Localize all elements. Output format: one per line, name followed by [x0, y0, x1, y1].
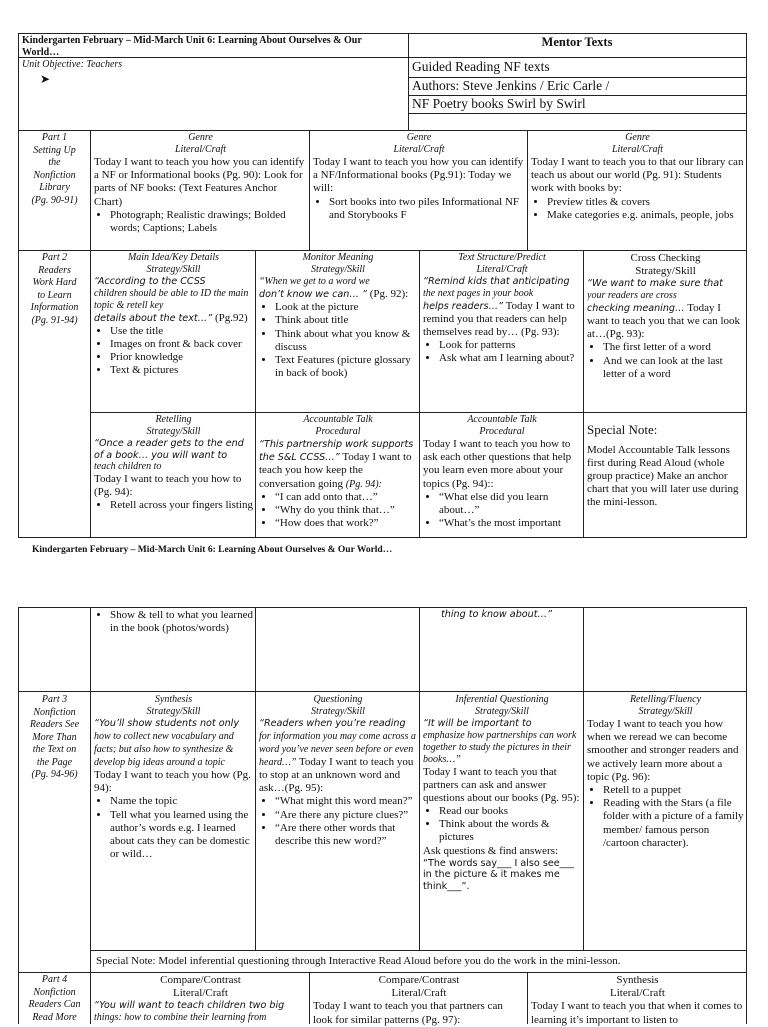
- list-item: • Ask what am I learning about?: [439, 352, 581, 365]
- list-item: • Text & pictures: [110, 364, 253, 377]
- text-line: things: how to combine their learning from: [94, 1011, 267, 1023]
- list-item: • “Why do you think that…”: [275, 504, 417, 517]
- text-line: the Text on: [32, 744, 77, 755]
- text-line: “Once a reader gets to the end of a book… you will want to: [94, 438, 244, 461]
- list-item: • Images on front & back cover: [110, 338, 253, 351]
- part1-label: [19, 132, 90, 207]
- list-item: • Use the title: [110, 325, 253, 338]
- list-item: • Read our books: [439, 805, 581, 818]
- text-line: Strategy/Skill: [635, 265, 696, 278]
- text-line: Accountable Talk: [467, 414, 537, 425]
- list-item: • “What’s the most important: [439, 517, 581, 530]
- text-line: emphasize how partnerships can work together to study the pictures in their books…”: [423, 729, 577, 765]
- text-line: don’t know we can… ”: [259, 289, 367, 300]
- text-line: Readers See: [29, 719, 80, 730]
- part2-accountable-talk-1: [259, 414, 417, 530]
- part4-label: [19, 974, 90, 1024]
- mentor-line-2: Authors: Steve Jenkins / Eric Carle /: [412, 78, 610, 93]
- text-line: More Than: [32, 731, 77, 743]
- unit-title-line-1: Kindergarten February – Mid-March Unit 6: Learning About Ourselves & Our: [22, 35, 362, 46]
- text-line: Today I want to teach you how to (Pg. 94):: [94, 473, 242, 499]
- list-item: • Show & tell to what you learned in the book (photos/words): [110, 609, 253, 635]
- part1-col-1: [94, 132, 307, 235]
- text-line: Compare/Contrast: [160, 974, 241, 986]
- text-line: Today I want to teach you how you can identify a NF or Informational books (Pg. 90): Look for parts of NF books: (Text Features Anchor Chart): [94, 156, 305, 208]
- text-line: Today I want to teach you to stop at an unknown word and ask…(Pg. 95):: [259, 755, 414, 795]
- text-line: Literal/Craft: [174, 144, 227, 155]
- list-item: • Look at the picture: [275, 301, 417, 314]
- text-line: Strategy/Skill: [146, 426, 201, 437]
- unit-title: [22, 35, 406, 59]
- text-line: (Pg. 92):: [369, 288, 409, 300]
- text-line: Ask questions & find answers:: [423, 844, 559, 857]
- list-item: • Think about what you know & discuss: [275, 328, 417, 354]
- text-line: Setting Up: [33, 144, 76, 156]
- list-item: • Retell to a puppet: [603, 784, 744, 797]
- text-line: Genre: [406, 132, 432, 143]
- part1-col-3: [531, 132, 744, 222]
- list-item: • Look for patterns: [439, 339, 581, 352]
- list-item: • Reading with the Stars (a file folder with a picture of a family member/ famous person /cartoon character).: [603, 797, 744, 850]
- part2-accountable-talk-2: [423, 414, 581, 530]
- text-line: (Pg.92): [214, 311, 248, 324]
- text-line: Nonfiction: [33, 169, 76, 181]
- arrow-bullet-icon: ➤: [40, 72, 51, 86]
- text-line: Part 1: [41, 132, 68, 143]
- part2-main-idea: [94, 252, 253, 377]
- list-item: • The first letter of a word: [603, 341, 744, 354]
- text-line: Readers Can: [28, 999, 81, 1010]
- text-line: Today I want to teach you how (Pg. 94):: [94, 769, 251, 795]
- list-item: • “How does that work?”: [275, 517, 417, 530]
- part2-text-structure: [423, 252, 581, 365]
- text-line: Strategy/Skill: [146, 706, 201, 717]
- text-line: Today I want to teach you how to ask each other questions that help you learn even more about your topics (Pg. 94)::: [423, 438, 572, 490]
- text-line: Literal/Craft: [391, 987, 447, 1000]
- text-line: Cross Checking: [630, 252, 701, 264]
- text-line: Strategy/Skill: [146, 264, 201, 275]
- part2-cross-checking: [587, 252, 744, 381]
- text-line: Genre: [188, 132, 213, 143]
- text-line: Library: [39, 182, 70, 193]
- text-line: Today I want to teach you that partners can look for similar patterns (Pg. 97):: [313, 1000, 503, 1026]
- text-line: Literal/Craft: [611, 144, 664, 155]
- text-line: (Pg. 94-96): [31, 769, 78, 780]
- part1-col-2: [313, 132, 525, 222]
- list-item: • Think about title: [275, 314, 417, 327]
- text-line: Part 4: [41, 974, 68, 985]
- unit-title-line-2: World…: [22, 47, 60, 58]
- text-line: Model Accountable Talk lessons first during Read Aloud (whole group practice) Make an anchor chart that you will later use during the mini-lesson.: [587, 443, 739, 509]
- list-item: • Retell across your fingers listing: [110, 499, 253, 512]
- mentor-line-3: NF Poetry books Swirl by Swirl: [412, 96, 586, 111]
- list-item: • “Are there any picture clues?”: [275, 809, 417, 822]
- mentor-line-1: Guided Reading NF texts: [412, 59, 550, 74]
- text-line: Synthesis: [154, 694, 193, 705]
- list-item: • “Are there other words that describe this new word?”: [275, 822, 417, 848]
- text-line: details about the text…”: [94, 312, 213, 324]
- text-line: Compare/Contrast: [378, 974, 460, 986]
- text-line: the: [48, 157, 61, 168]
- text-line: Literal/Craft: [173, 987, 228, 1000]
- part3-special-note: Special Note: Model inferential questioning through Interactive Read Aloud before you do the work in the mini-lesson.: [96, 955, 621, 967]
- part3-questioning: [259, 694, 417, 848]
- text-line: how to collect new vocabulary and facts; but also how to synthesize & develop big ideas around a topic: [94, 730, 234, 768]
- text-line: Procedural: [315, 426, 361, 437]
- text-line: Nonfiction: [33, 706, 76, 718]
- text-line: the Page: [36, 756, 73, 768]
- text-line: “When we get to a word we: [259, 276, 370, 287]
- text-line: “Readers when you’re reading: [259, 718, 406, 729]
- text-line: your readers are cross: [587, 289, 677, 301]
- text-line: “We want to make sure that: [587, 278, 723, 290]
- text-line: Monitor Meaning: [302, 252, 374, 263]
- list-item: • Tell what you learned using the author’s words e.g. I learned about cats they can be domestic or wild…: [110, 809, 253, 862]
- list-item: • “What might this word mean?”: [275, 795, 417, 808]
- text-line: to Learn: [37, 289, 72, 301]
- text-line: teach children to: [94, 461, 162, 472]
- text-line: Literal/Craft: [476, 264, 528, 275]
- list-item: • Name the topic: [110, 795, 253, 808]
- footer-unit-title: Kindergarten February – Mid-March Unit 6: Learning About Ourselves & Our World…: [32, 545, 393, 555]
- part2-monitor-meaning: [259, 252, 417, 380]
- text-line: “You’ll show students not only: [94, 718, 239, 729]
- text-line: Read More: [32, 1011, 77, 1023]
- list-item: • Photograph; Realistic drawings; Bolded words; Captions; Labels: [110, 209, 307, 235]
- list-item: • “What else did you learn about…”: [439, 491, 581, 517]
- list-item: • “I can add onto that…”: [275, 491, 417, 504]
- text-line: Today I want to teach you how you can identify a NF/Informational books (Pg.91): Today we will:: [313, 156, 524, 195]
- text-line: (Pg. 90-91): [31, 194, 78, 206]
- unit-objective-label: Unit Objective: Teachers: [22, 59, 123, 70]
- continued-question: thing to know about…”: [441, 609, 553, 620]
- text-line: “This partnership work supports the S&L CCSS…”: [259, 439, 414, 464]
- text-line: Work Hard: [32, 277, 77, 288]
- part4-compare-contrast-2: [313, 974, 525, 1027]
- part3-label: [19, 694, 90, 782]
- text-line: Today I want to teach you how keep the conversation going: [259, 451, 412, 490]
- continued-retelling: [94, 609, 253, 635]
- list-item: • Sort books into two piles Informational NF and Storybooks F: [329, 196, 525, 222]
- text-line: Today I want to teach you that partners can ask and answer questions about our books (Pg. 95):: [423, 765, 580, 804]
- text-line: helps readers…”: [423, 300, 504, 312]
- list-item: • Make categories e.g. animals, people, jobs: [547, 209, 744, 222]
- list-item: • Prior knowledge: [110, 351, 253, 364]
- text-line: “Remind kids that anticipating: [423, 276, 570, 287]
- text-line: Today I want to teach you that we can look at…(Pg. 93):: [587, 301, 741, 341]
- text-line: Literal/Craft: [610, 987, 665, 1000]
- text-line: Today I want to remind you that readers can help themselves read by… (Pg. 93):: [423, 299, 575, 338]
- text-line: Part 2: [41, 252, 68, 263]
- text-line: “It will be important to: [423, 718, 532, 729]
- text-line: Today I want to teach you that when it comes to learning it’s important to listen to: [531, 1000, 743, 1026]
- text-line: (Pg. 91-94): [31, 314, 78, 326]
- mentor-texts-title: Mentor Texts: [541, 35, 613, 49]
- part3-retelling-fluency: [587, 694, 744, 850]
- text-line: Retelling/Fluency: [629, 694, 702, 705]
- text-line: Strategy/Skill: [311, 706, 365, 717]
- text-line: Information: [30, 302, 79, 313]
- part2-retelling: [94, 414, 253, 513]
- text-line: Literal/Craft: [393, 144, 445, 155]
- list-item: • Preview titles & covers: [547, 196, 744, 209]
- text-line: Retelling: [155, 414, 192, 425]
- part4-compare-contrast-1: [94, 974, 307, 1024]
- text-line: Today I want to teach you to that our library can teach us about our world (Pg. 91): Students work with books by:: [531, 156, 744, 195]
- text-line: Genre: [625, 132, 650, 143]
- part3-inferential-questioning: [423, 694, 581, 892]
- list-item: • Text Features (picture glossary in back of book): [275, 354, 417, 380]
- part2-label: [19, 252, 90, 327]
- part4-synthesis: [531, 974, 744, 1027]
- list-item: • Think about the words & pictures: [439, 818, 581, 844]
- text-line: the next pages in your book: [423, 287, 534, 299]
- text-line: (Pg. 94):: [345, 478, 382, 490]
- text-line: children should be able to ID the main topic & retell key: [94, 287, 249, 311]
- text-line: Readers: [38, 264, 71, 276]
- text-line: Procedural: [479, 426, 525, 437]
- part3-synthesis: [94, 694, 253, 861]
- text-line: Strategy/Skill: [638, 706, 693, 717]
- text-line: Questioning: [313, 694, 363, 705]
- text-line: “You will want to teach children two big: [94, 1000, 285, 1012]
- text-line: Text Structure/Predict: [458, 252, 546, 263]
- text-line: checking meaning…: [587, 302, 685, 314]
- text-line: Accountable Talk: [303, 414, 373, 425]
- text-line: “The words say___ I also see___ in the picture & it makes me think___”.: [423, 857, 575, 892]
- list-item: • And we can look at the last letter of a word: [603, 355, 744, 381]
- text-line: Main Idea/Key Details: [127, 252, 220, 263]
- text-line: Part 3: [41, 694, 68, 705]
- part2-special-note: [587, 422, 744, 510]
- text-line: Nonfiction: [33, 986, 76, 998]
- text-line: Synthesis: [616, 974, 659, 986]
- text-line: Today I want to teach you how when we reread we can become smoother and stronger readers and we actively learn more about a topic (Pg. 96):: [587, 718, 739, 783]
- text-line: Strategy/Skill: [475, 706, 529, 717]
- text-line: for information you may come across a word you’ve never seen before or even heard…”: [259, 730, 416, 768]
- text-line: Inferential Questioning: [455, 694, 549, 705]
- text-line: Special Note:: [587, 422, 658, 437]
- text-line: “According to the CCSS: [94, 276, 206, 287]
- text-line: Strategy/Skill: [311, 264, 365, 275]
